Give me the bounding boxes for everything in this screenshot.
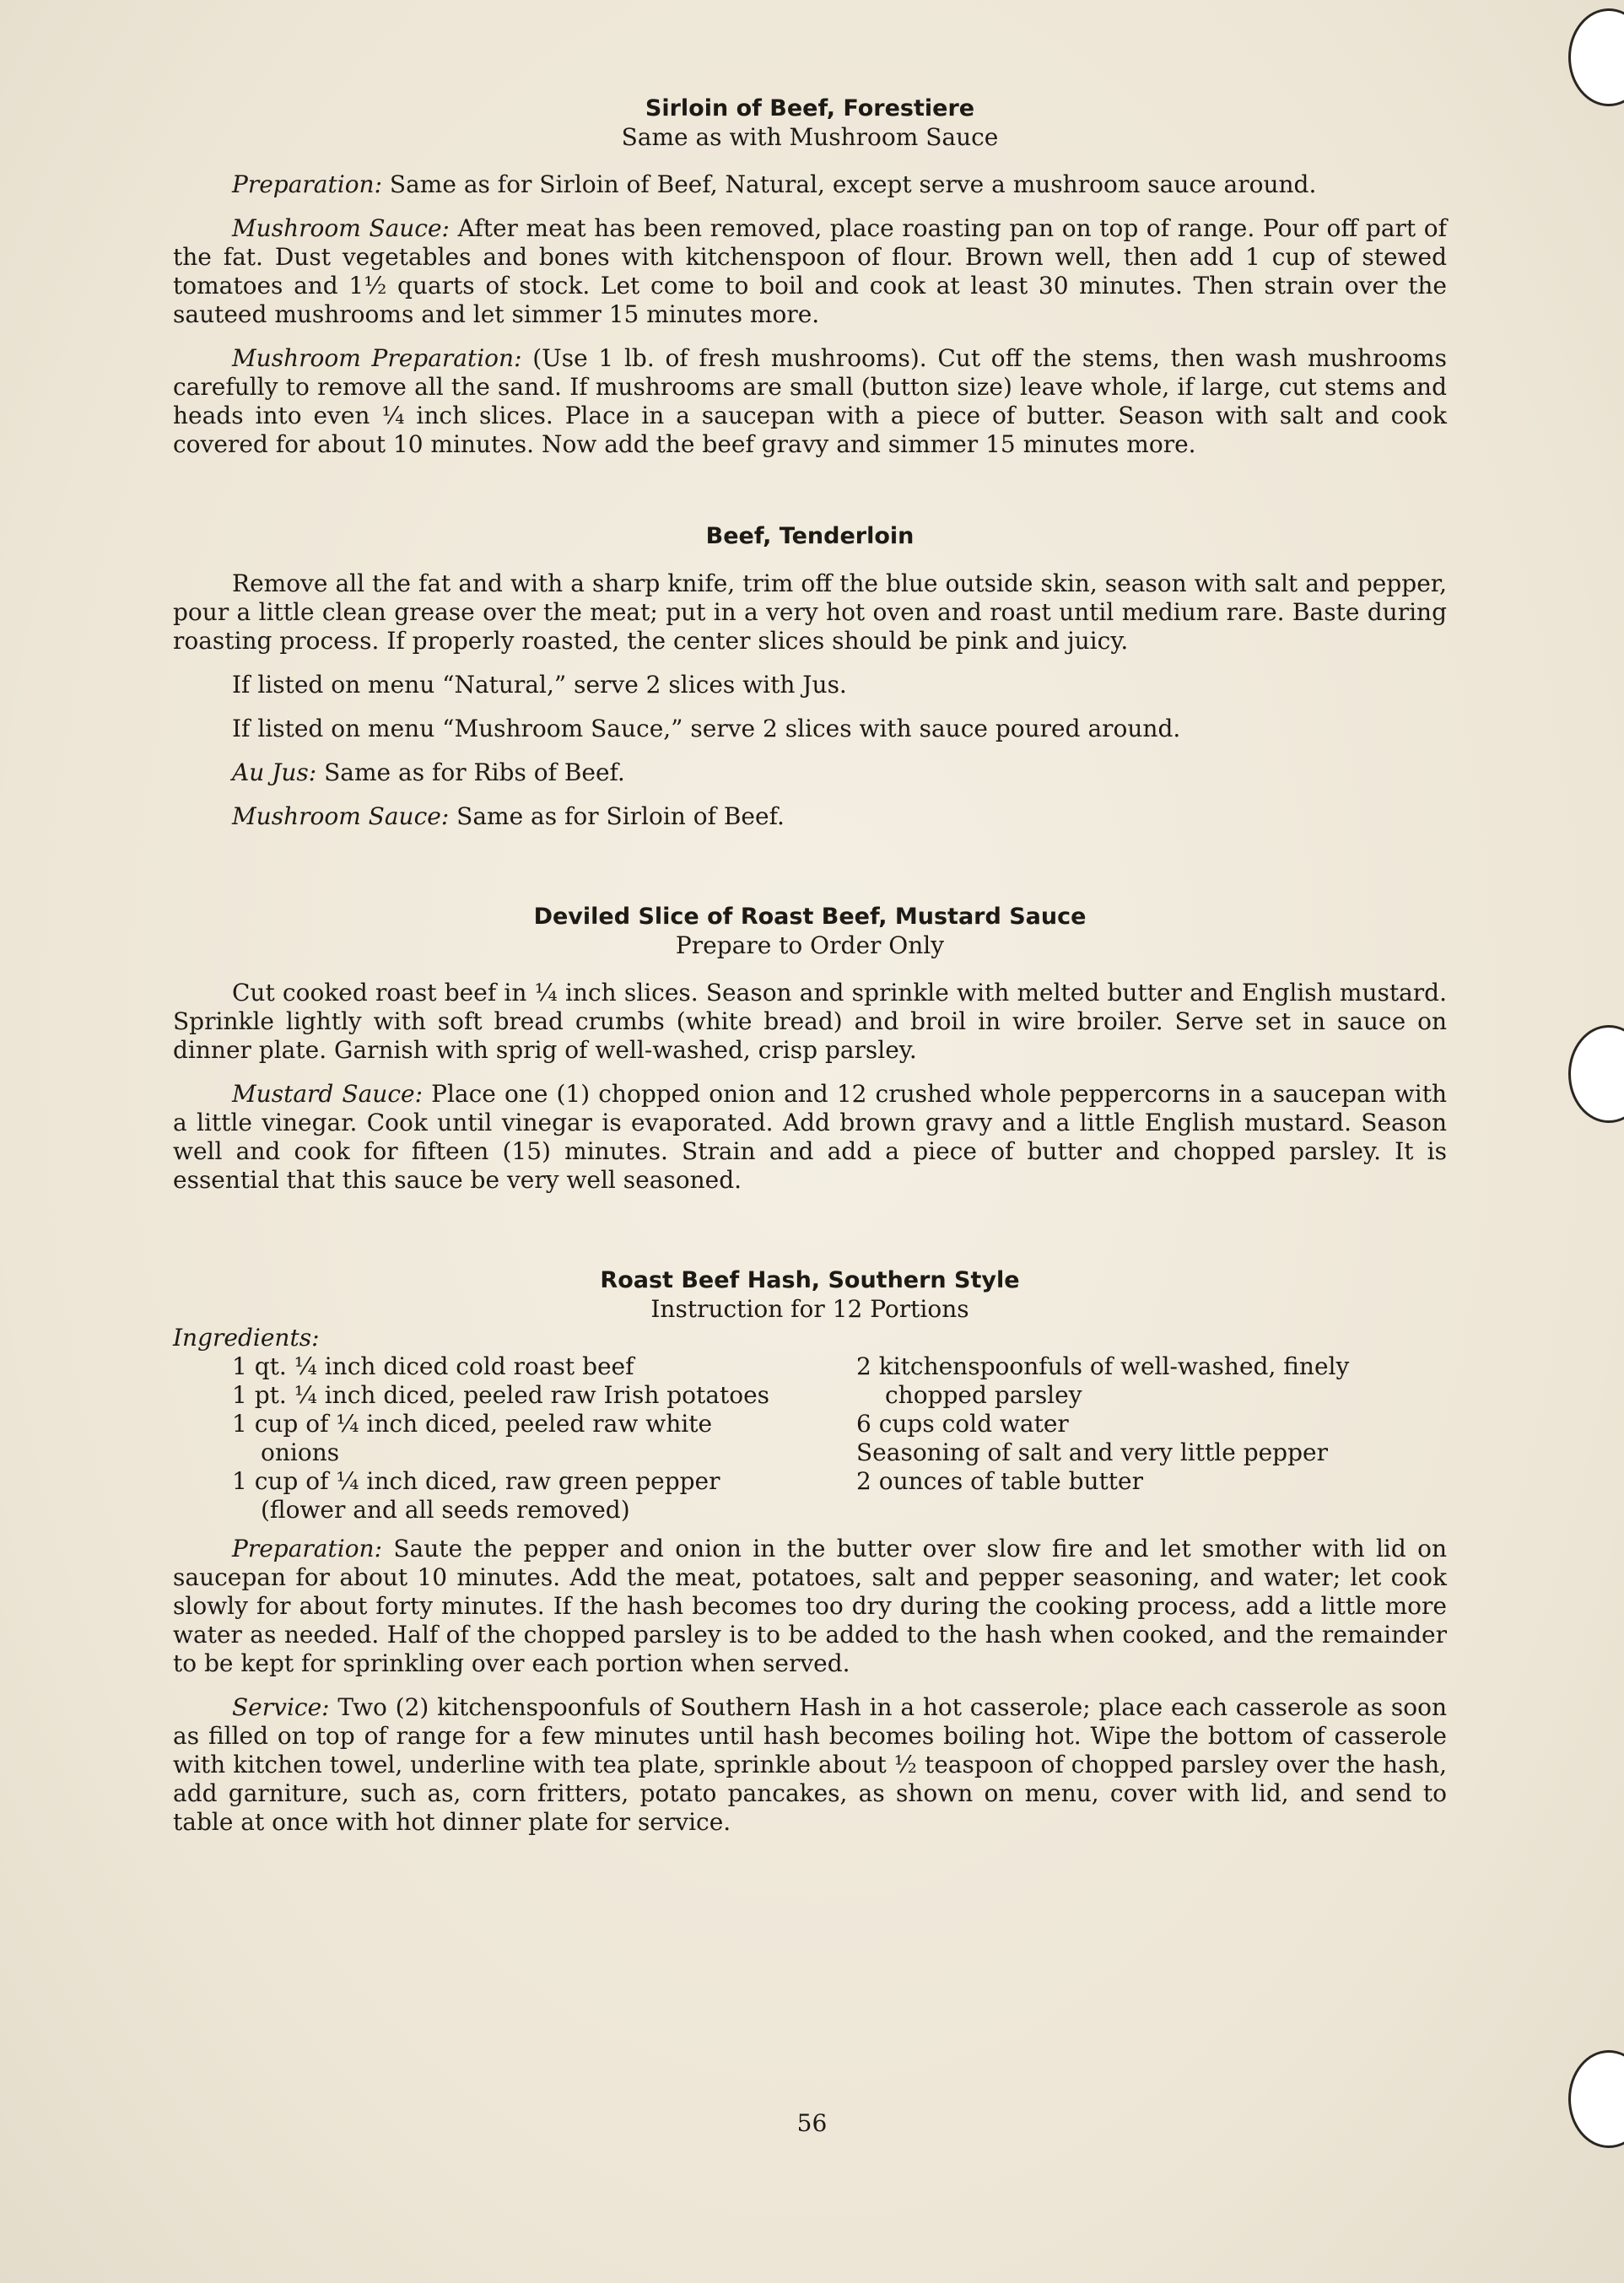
- paragraph: [173, 569, 1447, 656]
- recipe-title: Roast Beef Hash, Southern Style: [600, 1267, 1020, 1293]
- recipe-roast-beef-hash: [173, 1266, 1447, 1837]
- paragraph-text: Two (2) kitchenspoonfuls of Southern Hash in a hot casserole; place each casserole as soon as filled on top of range for a few minutes until hash becomes boiling hot. Wipe the bottom of casserole with kitchen towel, underline with tea plate, sprinkle about ½ teaspoon of chopped parsley over the hash, add garniture, such as, corn fritters, potato pancakes, as shown on menu, cover with lid, and send to table at once with hot dinner plate for service.: [173, 1693, 1447, 1836]
- paragraph-text: After meat has been removed, place roasting pan on top of range. Pour off part of the fat. Dust vegetables and bones with kitchenspoon of flour. Brown well, then add 1 cup of stewed tomatoes and 1½ quarts of stock. Let come to boil and cook at least 30 minutes. Then strain over the sauteed mushrooms and let simmer 15 minutes more.: [173, 214, 1448, 328]
- recipe-subtitle: Instruction for 12 Portions: [650, 1295, 969, 1323]
- paragraph-label: Preparation:: [232, 170, 383, 198]
- paragraph-label: Service:: [232, 1693, 330, 1721]
- paragraph-label: Mushroom Sauce:: [232, 802, 450, 830]
- paragraph: [173, 1080, 1447, 1195]
- paragraph-text: Same as for Sirloin of Beef.: [449, 802, 785, 830]
- paragraph-text: Remove all the fat and with a sharp knife, trim off the blue outside skin, season with salt and pepper, pour a little clean grease over the meat; put in a very hot oven and roast until medium rare. Baste during roasting process. If properly roasted, the center slices should be pink and juicy.: [173, 569, 1447, 655]
- paragraph-text: If listed on menu “Natural,” serve 2 slices with Jus.: [232, 671, 847, 699]
- paragraph-text: If listed on menu “Mushroom Sauce,” serve 2 slices with sauce poured around.: [232, 715, 1181, 742]
- paragraph-text: Place one (1) chopped onion and 12 crushed whole peppercorns in a saucepan with a little vinegar. Cook until vinegar is evaporated. Add brown gravy and a little English mustard. Season well and cook for fifteen (15) minutes. Strain and add a piece of butter and chopped parsley. It is essential that this sauce be very well seasoned.: [173, 1080, 1447, 1194]
- paragraph: [173, 802, 1447, 831]
- recipe-subtitle: Prepare to Order Only: [675, 931, 945, 959]
- ingredient-item: 2 ounces of table butter: [856, 1467, 1143, 1495]
- paragraph-text: (Use 1 lb. of fresh mushrooms). Cut off the stems, then wash mushrooms carefully to remove all the sand. If mushrooms are small (button size) leave whole, if large, cut stems and heads into even ¼ inch slices. Place in a saucepan with a piece of butter. Season with salt and cook covered for about 10 minutes. Now add the beef gravy and simmer 15 minutes more.: [173, 344, 1447, 458]
- paragraph-text: Saute the pepper and onion in the butter over slow fire and let smother with lid on saucepan for about 10 minutes. Add the meat, potatoes, salt and pepper seasoning, and water; let cook slowly for about forty minutes. If the hash becomes too dry during the cooking process, add a little more water as needed. Half of the chopped parsley is to be added to the hash when cooked, and the remainder to be kept for sprinkling over each portion when served.: [173, 1535, 1447, 1677]
- paragraph: [173, 170, 1447, 199]
- ingredient-item: 1 cup of ¼ inch diced, raw green pepper (flower and all seeds removed): [232, 1467, 720, 1524]
- paragraph: [173, 715, 1447, 743]
- paragraph-label: Preparation:: [232, 1535, 383, 1562]
- recipe-title: Sirloin of Beef, Forestiere: [645, 95, 975, 121]
- paragraph: [173, 344, 1447, 459]
- ingredient-item: 1 pt. ¼ inch diced, peeled raw Irish potatoes: [232, 1381, 770, 1409]
- recipe-title: Beef, Tenderloin: [705, 523, 915, 549]
- paragraph-label: Mushroom Sauce:: [232, 214, 450, 242]
- ingredients-list: [173, 1352, 1447, 1525]
- paragraph: [173, 1693, 1447, 1837]
- paragraph-label: Mushroom Preparation:: [232, 344, 522, 372]
- ingredient-item: 1 cup of ¼ inch diced, peeled raw white onions: [232, 1410, 713, 1466]
- paragraph-text: Same as for Ribs of Beef.: [316, 758, 625, 786]
- paragraph: [173, 979, 1447, 1065]
- page-content: [173, 94, 1447, 1852]
- recipe-title: Deviled Slice of Roast Beef, Mustard Sauce: [533, 904, 1087, 930]
- ingredient-item: 6 cups cold water: [856, 1410, 1069, 1438]
- paragraph-text: Cut cooked roast beef in ¼ inch slices. Season and sprinkle with melted butter and English mustard. Sprinkle lightly with soft bread crumbs (white bread) and broil in wire broiler. Serve set in sauce on dinner plate. Garnish with sprig of well-washed, crisp parsley.: [173, 979, 1447, 1064]
- binder-hole: [1568, 1025, 1624, 1123]
- ingredients-right-column: [856, 1352, 1447, 1525]
- paragraph: [173, 214, 1447, 329]
- recipe-beef-tenderloin: [173, 522, 1447, 831]
- paragraph: [173, 671, 1447, 699]
- paragraph-label: Au Jus:: [232, 758, 317, 786]
- ingredient-item: 2 kitchenspoonfuls of well-washed, finely chopped parsley: [856, 1352, 1350, 1409]
- ingredients-left-column: [173, 1352, 789, 1525]
- paragraph-label: Mustard Sauce:: [232, 1080, 424, 1108]
- ingredients-label: Ingredients:: [173, 1324, 320, 1352]
- recipe-deviled-roast-beef: [173, 903, 1447, 1195]
- paragraph-text: Same as for Sirloin of Beef, Natural, except serve a mushroom sauce around.: [382, 170, 1317, 198]
- paragraph: [173, 1535, 1447, 1678]
- paragraph: [173, 758, 1447, 787]
- recipe-sirloin-forestiere: [173, 94, 1447, 459]
- page-number: 56: [796, 2109, 828, 2137]
- ingredient-item: 1 qt. ¼ inch diced cold roast beef: [232, 1352, 634, 1380]
- binder-hole: [1568, 8, 1624, 106]
- recipe-subtitle: Same as with Mushroom Sauce: [621, 123, 999, 151]
- ingredient-item: Seasoning of salt and very little pepper: [856, 1438, 1328, 1466]
